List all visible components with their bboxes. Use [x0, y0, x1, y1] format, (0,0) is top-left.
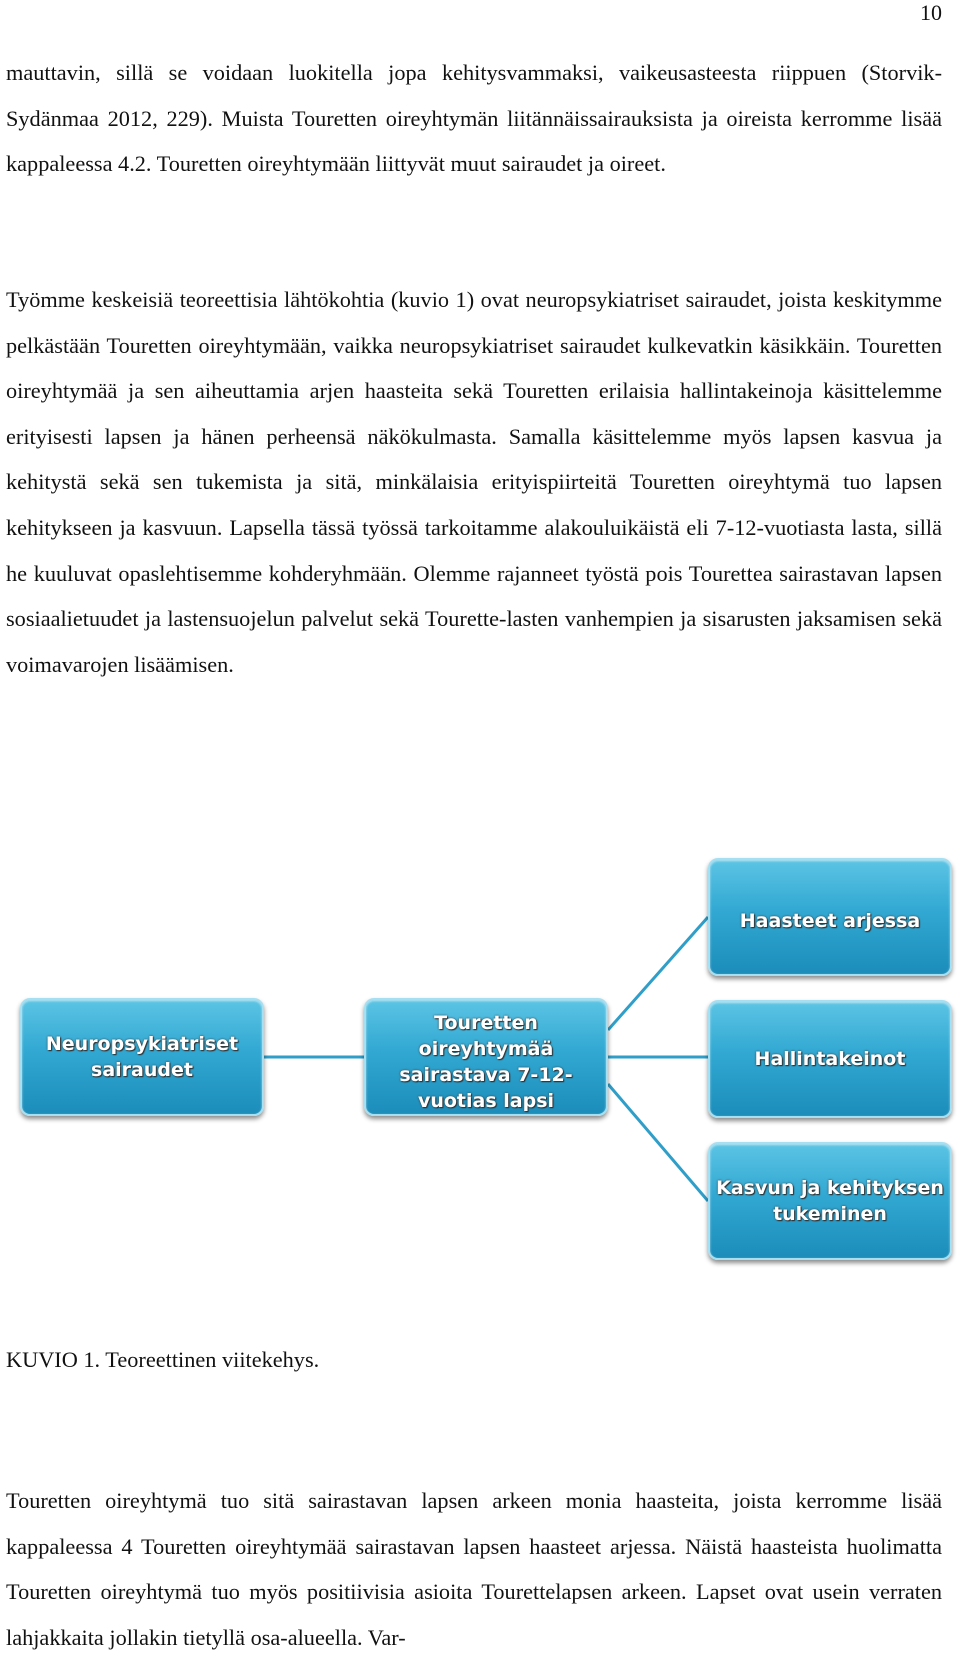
node-everyday-challenges-label: Haasteet arjessa — [739, 910, 921, 932]
figure-caption: KUVIO 1. Teoreettinen viitekehys. — [6, 1347, 320, 1372]
framework-diagram — [0, 850, 960, 1270]
node-management-methods — [708, 1000, 952, 1118]
node-everyday-challenges — [708, 858, 952, 976]
node-growth-support — [708, 1142, 952, 1260]
node-growth-support-label: Kasvun ja kehityksen tukeminen — [716, 1177, 944, 1225]
connector-tourette-haasteet — [608, 917, 708, 1030]
page-number: 10 — [920, 0, 942, 25]
paragraph-intro: mauttavin, sillä se voidaan luokitella jopa kehitysvammaksi, vaikeusasteesta riippuen (Storvik-Sydänmaa 2012, 229). Muista Touretten oireyhtymän liitännäissairauksista ja oireista kerromme lisää kappaleessa 4.2. Touretten oireyhtymään liittyvät muut sairaudet ja oireet. — [6, 60, 942, 177]
node-tourette-child-label: Touretten oireyhtymää sairastava 7-12-vuotias lapsi — [399, 1012, 573, 1112]
node-management-methods-label: Hallintakeinot — [754, 1048, 906, 1070]
paragraph-challenges: Touretten oireyhtymä tuo sitä sairastavan lapsen arkeen monia haasteita, joista kerromme lisää kappaleessa 4 Touretten oireyhtymää sairastavan lapsen haasteet arjessa. Näistä haasteista huolimatta Touretten oireyhtymä tuo myös positiivisia asioita Tourettelapsen arkeen. Lapset ovat usein verraten lahjakkaita jollakin tietyllä osa-alueella. Var- — [6, 1488, 942, 1650]
node-tourette-child — [364, 998, 608, 1116]
connector-tourette-kasvu — [608, 1084, 708, 1201]
node-neuropsychiatric-diseases-label: Neuropsykiatriset sairaudet — [45, 1033, 239, 1081]
node-neuropsychiatric-diseases — [20, 998, 264, 1116]
paragraph-theory: Työmme keskeisiä teoreettisia lähtökohtia (kuvio 1) ovat neuropsykiatriset sairaudet, joista keskitymme pelkästään Touretten oireyhtymään, vaikka neuropsykiatriset sairaudet kulkevatkin käsikkäin. Touretten oireyhtymää ja sen aiheuttamia arjen haasteita sekä Touretten erilaisia hallintakeinoja käsittelemme erityisesti lapsen ja hänen perheensä näkökulmasta. Samalla käsittelemme myös lapsen kasvua ja kehitystä sekä sen tukemista ja sitä, minkälaisia erityispiirteitä Touretten oireyhtymä tuo lapsen kehitykseen ja kasvuun. Lapsella tässä työssä tarkoitamme alakouluikäistä eli 7-12-vuotiasta lasta, sillä he kuuluvat opaslehtisemme kohderyhmään. Olemme rajanneet työstä pois Tourettea sairastavan lapsen sosiaalietuudet ja lastensuojelun palvelut sekä Tourette-lasten vanhempien ja sisarusten jaksamisen sekä voimavarojen lisäämisen. — [6, 287, 942, 677]
